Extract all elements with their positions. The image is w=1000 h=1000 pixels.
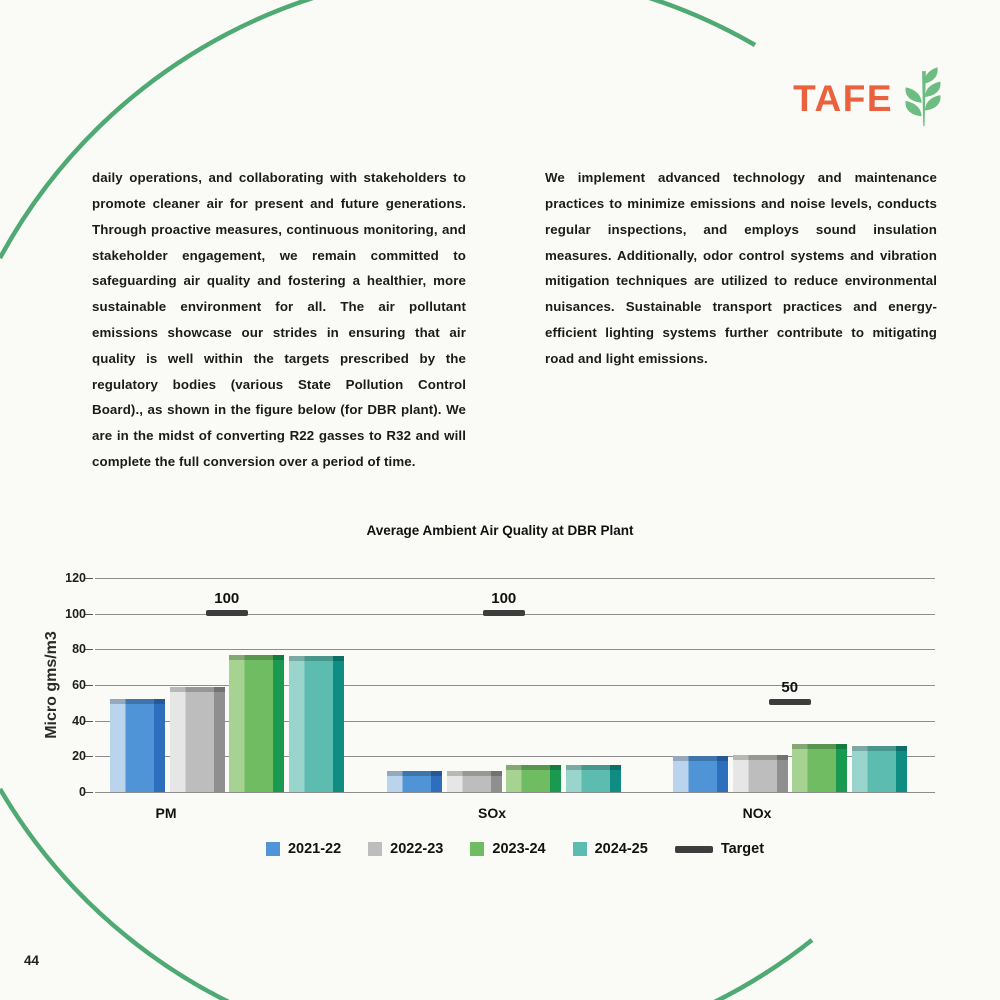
legend-item-2023-24 <box>470 841 545 857</box>
category-label-SOx: SOx <box>477 805 506 821</box>
target-value-label-PM: 100 <box>214 589 240 607</box>
bar-2022-23-NOx <box>733 755 788 792</box>
category-label-PM: PM <box>155 805 177 821</box>
target-value-label-NOx: 50 <box>781 678 799 696</box>
body-paragraph-right: We implement advanced technology and maintenance practices to minimize emissions and noise levels, conducts regular inspections, and employs sound insulation measures. Additionally, odor control systems and vibration mitigation techniques are utilized to reduce environmental nuisances. Sustainable transport practices and energy-efficient lighting systems further contribute to mitigating road and light emissions. <box>545 170 937 366</box>
target-marker-PM <box>206 610 248 616</box>
legend-item-2024-25 <box>573 841 648 857</box>
gridline <box>95 649 935 650</box>
bar-2023-24-PM <box>229 655 284 792</box>
target-marker-NOx <box>769 699 811 705</box>
target-value-label-SOx: 100 <box>491 589 517 607</box>
bar-2024-25-SOx <box>566 765 621 792</box>
legend-label: 2022-23 <box>390 841 444 857</box>
bar-2022-23-SOx <box>447 771 502 792</box>
legend-swatch-2024-25 <box>573 842 587 856</box>
legend-label: 2024-25 <box>594 841 648 857</box>
chart-title: Average Ambient Air Quality at DBR Plant <box>366 523 634 538</box>
y-axis-tick-label: 100 <box>65 606 86 621</box>
bar-2022-23-PM <box>170 687 225 792</box>
bar-2021-22-NOx <box>673 756 728 792</box>
bar-2021-22-PM <box>110 699 165 792</box>
chart-legend <box>95 841 935 857</box>
y-axis-tick-label: 120 <box>65 571 86 585</box>
legend-label: Target <box>720 841 765 857</box>
y-axis-tick-label: 20 <box>72 749 86 764</box>
y-axis-tick-label: 60 <box>72 678 86 692</box>
bar-2023-24-NOx <box>792 744 847 792</box>
body-paragraph-left: daily operations, and collaborating with stakeholders to promote cleaner air for present and future generations. Through proactive measures, continuous monitoring, and stakeholder engagement, we remain committed to safeguarding air quality and fostering a healthier, more sustainable environment for all. The air pollutant emissions showcase our strides in ensuring that air quality is well within the targets prescribed by the regulatory bodies (various State Pollution Control Board)., as shown in the figure below (for DBR plant). We are in the midst of converting R22 gasses to R32 and will complete the full conversion over a period of time. <box>92 170 466 470</box>
wheat-leaf-icon <box>898 66 948 130</box>
arc-bottom <box>0 789 812 1000</box>
bar-2024-25-PM <box>289 656 344 792</box>
legend-label: 2021-22 <box>287 841 342 857</box>
legend-swatch-2023-24 <box>470 842 484 856</box>
legend-swatch-Target <box>675 846 713 853</box>
legend-swatch-2022-23 <box>368 842 382 856</box>
tafe-logo-text: TAFE <box>793 78 893 119</box>
tafe-logo <box>793 66 948 130</box>
legend-label: 2023-24 <box>492 841 546 857</box>
legend-item-Target <box>675 841 764 857</box>
legend-item-2021-22 <box>266 841 341 857</box>
y-axis-tick-label: 0 <box>79 785 86 799</box>
y-axis-tick-label: 80 <box>72 642 86 657</box>
category-label-NOx: NOx <box>742 805 772 821</box>
target-marker-SOx <box>483 610 525 616</box>
bar-2023-24-SOx <box>506 765 561 792</box>
page-number: 44 <box>24 953 40 968</box>
bar-2024-25-NOx <box>852 746 907 792</box>
gridline <box>95 578 935 579</box>
gridline <box>95 792 935 793</box>
bar-2021-22-SOx <box>387 771 442 792</box>
legend-swatch-2021-22 <box>266 842 280 856</box>
y-axis-tick-label: 40 <box>72 713 86 728</box>
legend-item-2022-23 <box>368 841 443 857</box>
y-axis-title: Micro gms/m3 <box>43 631 60 739</box>
